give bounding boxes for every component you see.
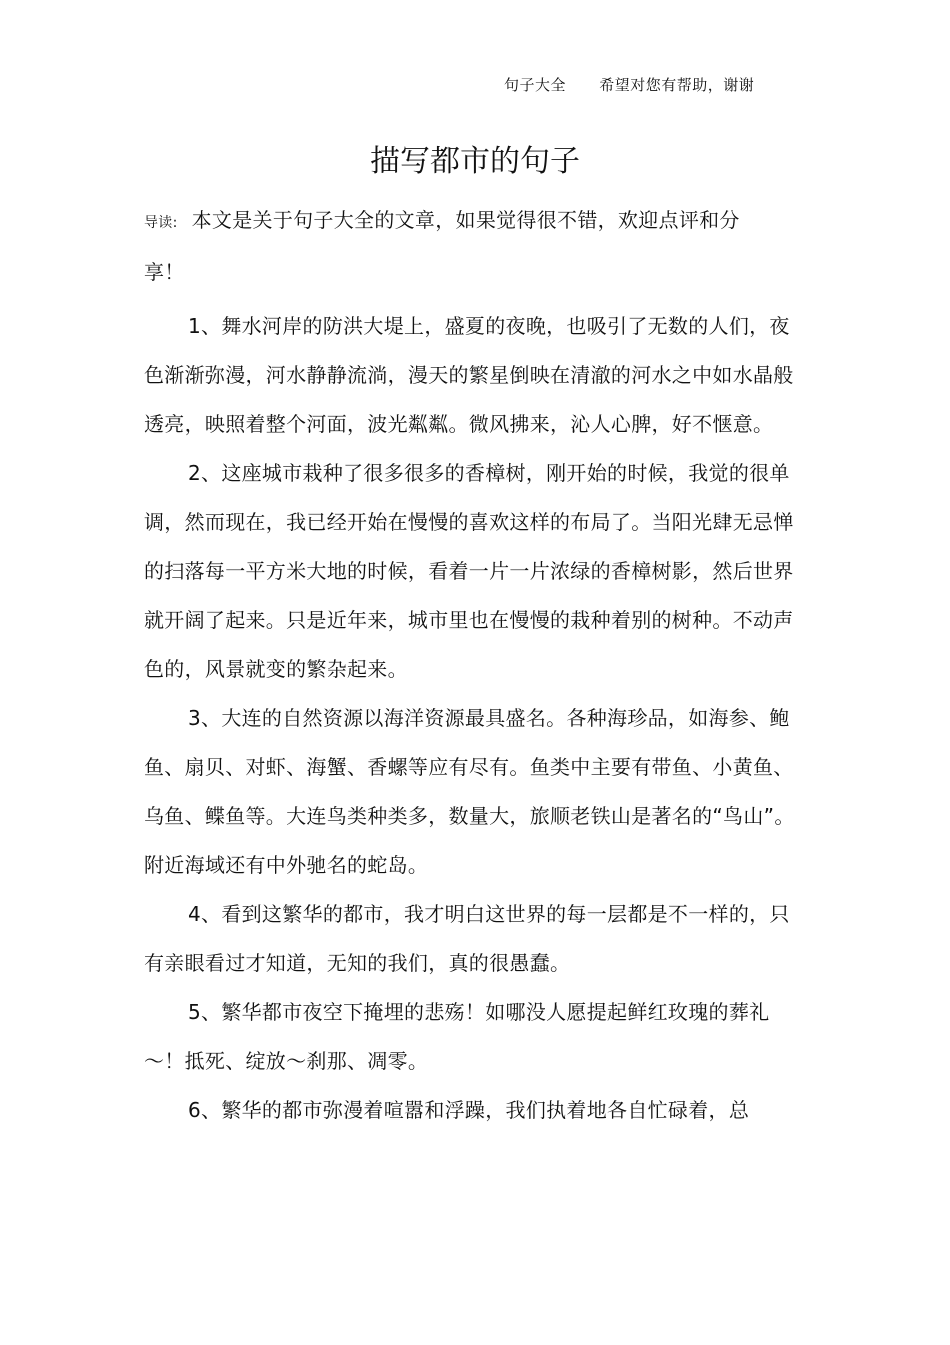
paragraph-5: 5、繁华都市夜空下掩埋的悲殇！如哪没人愿提起鲜红玫瑰的葬礼～！抵死、绽放～刹那、凋零。 (144, 1000, 770, 1073)
paragraph-4: 4、看到这繁华的都市，我才明白这世界的每一层都是不一样的，只有亲眼看过才知道，无知的我们，真的很愚蠢。 (144, 902, 790, 975)
lead-text: 本文是关于句子大全的文章，如果觉得很不错，欢迎点评和分享！ (144, 208, 740, 284)
paragraph-3: 3、大连的自然资源以海洋资源最具盛名。各种海珍品，如海参、鲍鱼、扇贝、对虾、海蟹、香螺等应有尽有。鱼类中主要有带鱼、小黄鱼、乌鱼、鲽鱼等。大连鸟类种类多，数量大，旅顺老铁山是著名的“鸟山”。附近海域还有中外驰名的蛇岛。 (144, 706, 795, 877)
lead-paragraph (144, 196, 756, 297)
lead-tag: 导读: (144, 215, 178, 231)
document-title: 描写都市的句子 (370, 144, 580, 179)
page-header (504, 74, 754, 95)
header-site-name: 句子大全 (504, 76, 567, 94)
header-note: 希望对您有帮助，谢谢 (599, 76, 755, 94)
paragraph-6: 6、繁华的都市弥漫着喧嚣和浮躁，我们执着地各自忙碌着，总 (188, 1098, 750, 1122)
paragraph-1: 1、舞水河岸的防洪大堤上，盛夏的夜晚，也吸引了无数的人们，夜色渐渐弥漫，河水静静流淌，漫天的繁星倒映在清澈的河水之中如水晶般透亮，映照着整个河面，波光粼粼。微风拂来，沁人心脾，好不惬意。 (144, 314, 794, 436)
document-body (144, 196, 796, 1135)
paragraph-2: 2、这座城市栽种了很多很多的香樟树，刚开始的时候，我觉的很单调，然而现在，我已经开始在慢慢的喜欢这样的布局了。当阳光肆无忌惮的扫落每一平方米大地的时候，看着一片一片浓绿的香樟树影，然后世界就开阔了起来。只是近年来，城市里也在慢慢的栽种着别的树种。不动声色的，风景就变的繁杂起来。 (144, 461, 794, 681)
